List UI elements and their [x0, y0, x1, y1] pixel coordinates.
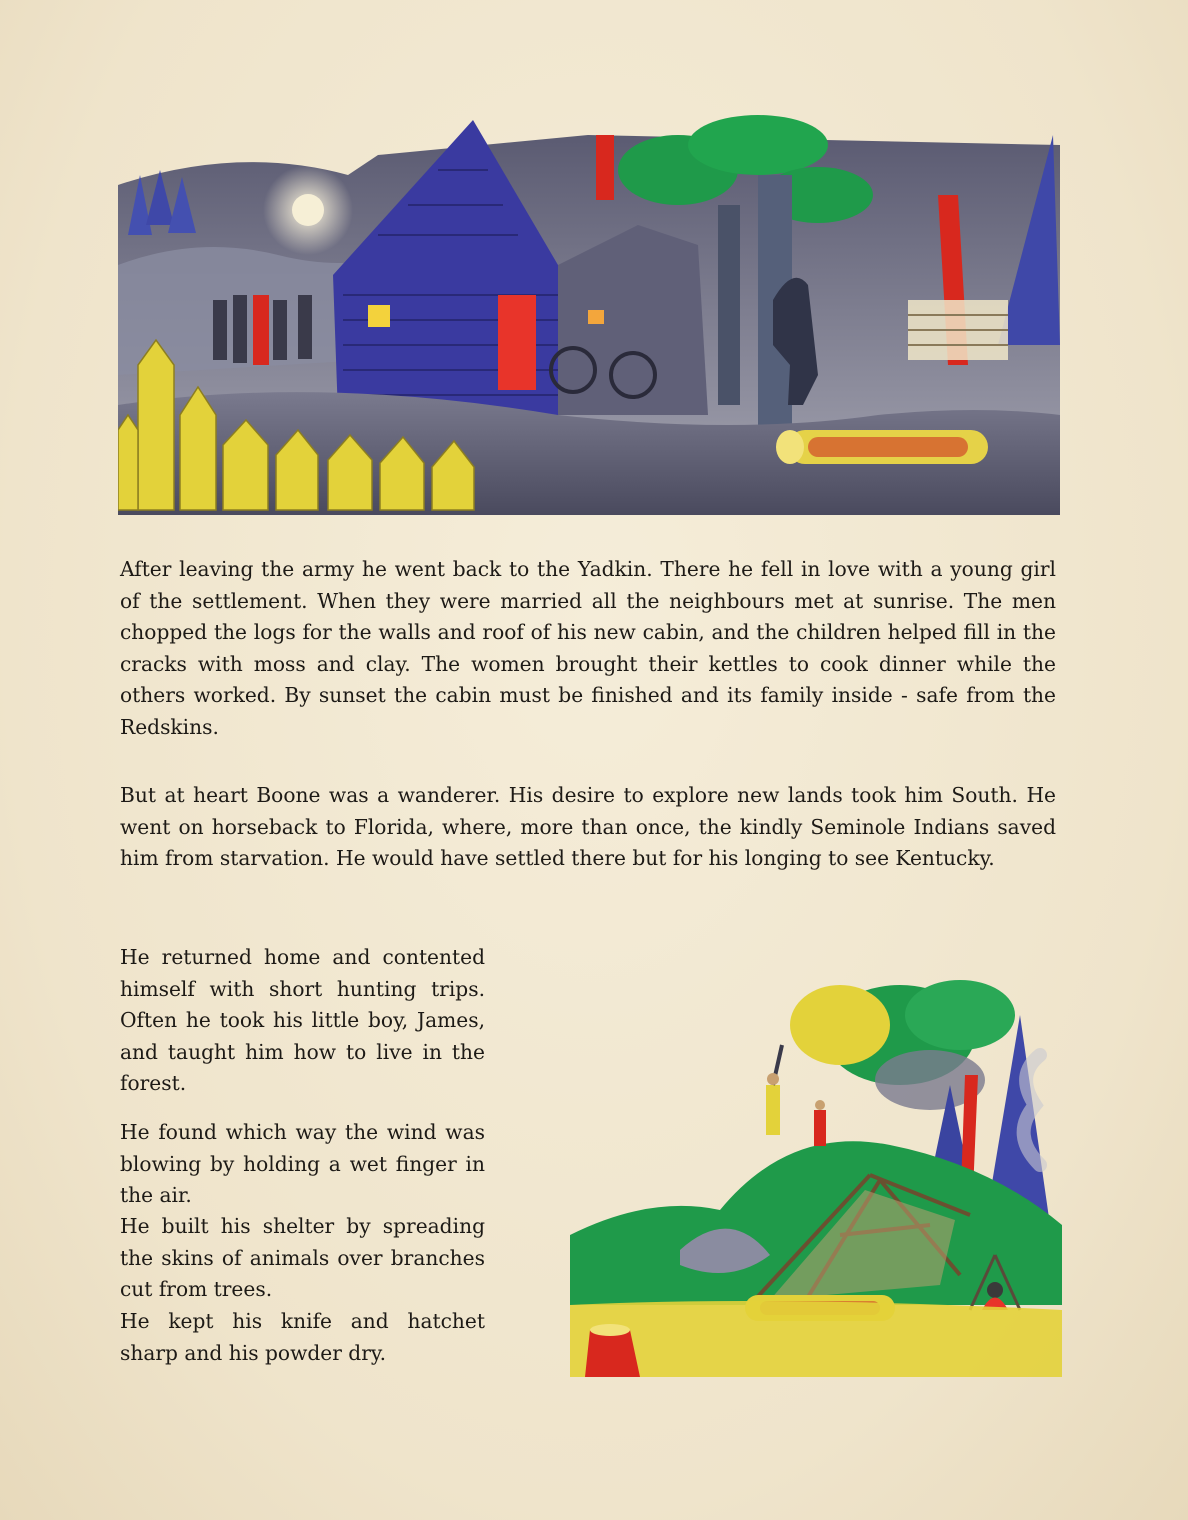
moon [292, 194, 324, 226]
paragraph-knife-hatchet: He kept his knife and hatchet sharp and his powder dry. [120, 1309, 485, 1365]
paragraph-boone-wanderer: But at heart Boone was a wanderer. His desire to explore new lands took him South. He went on horseback to Florida, where, more than once, the kindly Seminole Indians saved him from starvation. He would have settled there but for his longing to see Kentucky. [120, 783, 1056, 871]
settler-red-shirt [253, 295, 269, 365]
chimney [596, 135, 614, 200]
boone-figure [766, 1045, 782, 1135]
tree-trunk [718, 205, 740, 405]
cabin-window [368, 305, 390, 327]
cabin-window-lit [588, 310, 604, 324]
paragraph-shelter: He built his shelter by spreading the skins of animals over branches cut from trees. [120, 1214, 485, 1302]
cut-logs [776, 430, 988, 464]
foreground-ground [570, 1301, 1062, 1377]
cabin-raising-illustration [118, 115, 1060, 515]
paragraph-hunting-trips: He returned home and contented himself with short hunting trips. Often he took his little boy, James, and taught him how to live in the forest. [120, 945, 485, 1096]
paragraph-yadkin-wedding: After leaving the army he went back to the Yadkin. There he fell in love with a young girl of the settlement. When they were married all the neighbours met at sunrise. The men chopped the logs for the walls and roof of his new cabin, and the children helped fill in the cracks with moss and clay. The women brought their kettles to cook dinner while the others worked. By sunset the cabin must be finished and its family inside - safe from the Redskins. [120, 557, 1056, 739]
stump-top [590, 1324, 630, 1336]
james-figure [814, 1100, 826, 1146]
tree-canopy [905, 980, 1015, 1050]
forest-camp-illustration [570, 965, 1062, 1377]
yellow-tree-canopy [790, 985, 890, 1065]
paragraph-wind-direction: He found which way the wind was blowing by holding a wet finger in the air. [120, 1120, 485, 1208]
cabin-door [498, 295, 536, 390]
distant-log-cabin [908, 300, 1008, 360]
tree-canopy [688, 115, 828, 175]
